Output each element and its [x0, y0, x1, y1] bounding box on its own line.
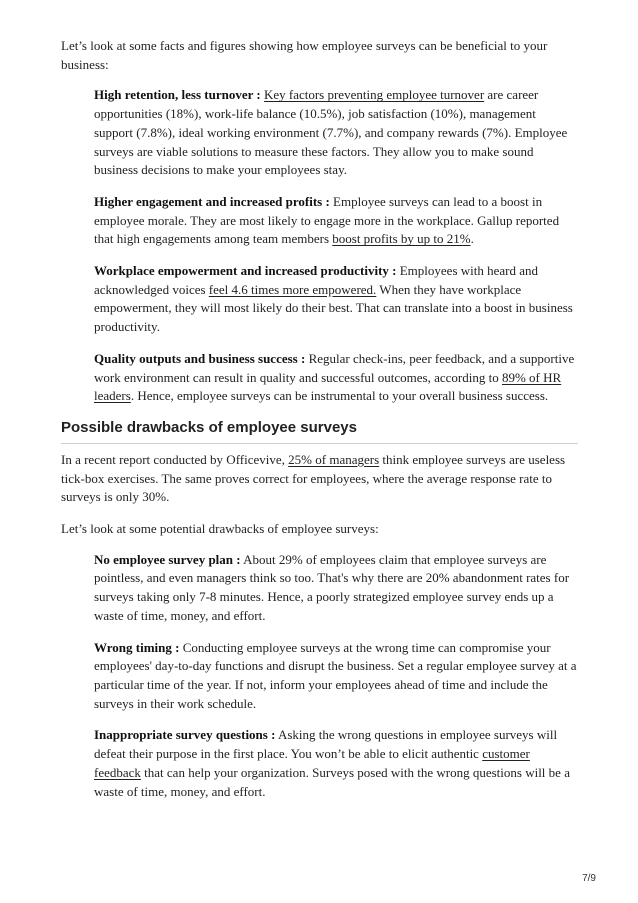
benefit-title: Quality outputs and business success : [94, 350, 306, 366]
benefit-quality: Quality outputs and business success : Regular check-ins, peer feedback, and a supportive work environment can result in quality and successful outcomes, according to 89% of HR leaders. Hence, employee surveys can be instrumental to your overall business success. [94, 350, 575, 404]
hr-leaders-link[interactable]: 89% of HR leaders [94, 369, 562, 404]
section-heading: Possible drawbacks of employee surveys [61, 418, 578, 444]
turnover-factors-link[interactable]: Key factors preventing employee turnover [263, 87, 485, 103]
benefit-title: High retention, less turnover : [94, 87, 261, 103]
drawback-title: Wrong timing : [94, 639, 180, 655]
drawback-title: Inappropriate survey questions : [94, 727, 276, 743]
benefit-title: Higher engagement and increased profits : [94, 193, 330, 209]
benefit-empowerment: Workplace empowerment and increased productivity : Employees with heard and acknowledged voices feel 4.6 times more empowered. When they have workplace empowerment, they will most likely do their best. That can translate into a boost in business productivity. [94, 263, 573, 335]
customer-feedback-link[interactable]: customer feedback [94, 746, 530, 780]
page-number: 7/9 [582, 873, 596, 884]
drawback-timing: Wrong timing : Conducting employee surveys at the wrong time can compromise your employees' day-to-day functions and disrupt the business. Set a regular employee survey at a particular time of the year. If not, inform your employees ahead of time and include the surveys in their work schedule. [94, 639, 577, 711]
drawback-title: No employee survey plan : [94, 551, 241, 567]
empowered-link[interactable]: feel 4.6 times more empowered. [208, 281, 377, 297]
drawback-plan: No employee survey plan : About 29% of employees claim that employee surveys are pointless, and even managers think so too. That's why there are 20% abandonment rates for surveys taking only 7-8 minutes. Hence, a poorly strategized employee survey ends up a waste of time, money, and effort. [94, 551, 570, 623]
benefit-title: Workplace empowerment and increased productivity : [94, 263, 397, 279]
benefit-retention: High retention, less turnover : Key factors preventing employee turnover are career opportunities (18%), work-life balance (10.5%), job satisfaction (10%), management support (7.8%), ideal working environment (7.7%), and company rewards (7%). Employee surveys are viable solutions to measure these factors. They allow you to make sound business decisions to make your employees stay. [94, 87, 568, 178]
benefit-engagement: Higher engagement and increased profits : Employee surveys can lead to a boost in employee morale. They are most likely to engage more in the workplace. Gallup reported that high engagements among team members boost profits by up to 21%. [94, 193, 560, 247]
report-paragraph: In a recent report conducted by Officevive, 25% of managers think employee surveys are useless tick-box exercises. The same proves correct for employees, where the average response rate to surveys is only 30%. [61, 451, 566, 505]
drawbacks-intro: Let’s look at some potential drawbacks of employee surveys: [61, 521, 379, 537]
boost-profits-link[interactable]: boost profits by up to 21% [332, 231, 471, 247]
intro-paragraph: Let’s look at some facts and figures showing how employee surveys can be beneficial to your business: [61, 38, 548, 72]
managers-link[interactable]: 25% of managers [288, 451, 380, 467]
drawback-questions: Inappropriate survey questions : Asking the wrong questions in employee surveys will defeat their purpose in the first place. You won’t be able to elicit authentic customer feedback that can help your organization. Surveys posed with the wrong questions will be a waste of time, money, and effort. [94, 727, 570, 799]
